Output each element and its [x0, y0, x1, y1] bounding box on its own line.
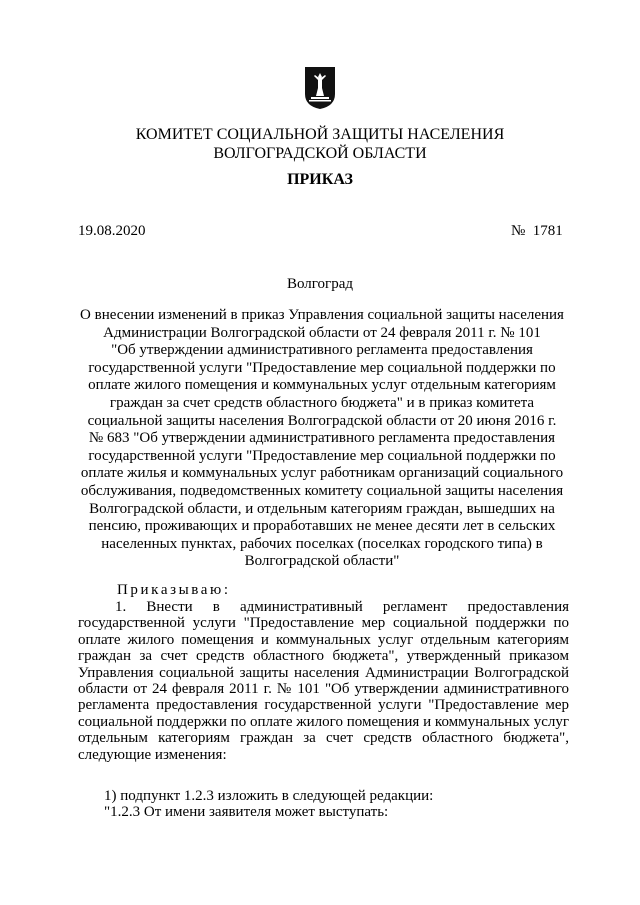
paragraph-line: следующие изменения:: [78, 746, 227, 763]
document-city: Волгоград: [286, 276, 353, 292]
title-line: № 683 "Об утверждении административного регламента предоставления: [88, 430, 556, 447]
title-line: пенсию, проживающих и проработавших не менее десяти лет в сельских: [88, 518, 556, 535]
title-line: государственной услуги "Предоставление мер социальной поддержки по: [88, 359, 556, 376]
title-line: оплате жилья и коммунальных услуг работникам организаций социального: [80, 465, 564, 482]
title-line: оплате жилого помещения и коммунальных услуг отдельным категориям: [88, 377, 556, 394]
paragraph-line: оплате жилого помещения и коммунальных услуг отдельным категориям: [78, 631, 569, 648]
paragraph-1: [78, 599, 569, 763]
paragraph-line: отдельным категориям граждан за счет средств областного бюджета",: [78, 730, 569, 747]
title-line: обслуживания, подведомственных комитету социальной защиты населения: [80, 482, 564, 499]
title-line: социальной защиты населения Волгоградской области от 20 июня 2016 г.: [87, 412, 557, 429]
paragraph-line: граждан за счет средств областного бюджета", утвержденный приказом: [78, 648, 569, 665]
paragraph-line: государственной услуги "Предоставление мер социальной поддержки по: [78, 615, 569, 632]
title-line: О внесении изменений в приказ Управления социальной защиты населения: [80, 307, 564, 323]
document-date: 19.08.2020: [78, 223, 146, 239]
organization-name-line2: ВОЛГОГРАДСКОЙ ОБЛАСТИ: [213, 145, 427, 162]
title-line: "Об утверждении административного регламента предоставления: [111, 342, 533, 359]
document-number: № 1781: [511, 223, 563, 239]
volgograd-emblem-icon: [304, 66, 336, 110]
title-line: граждан за счет средств областного бюджета" и в приказ комитета: [109, 394, 535, 411]
title-line: населенных пунктах, рабочих поселках (поселках городского типа) в: [101, 535, 543, 552]
order-word: Приказываю:: [117, 582, 231, 598]
paragraph-line: области от 24 февраля 2011 г. № 101 "Об утверждении административного: [78, 681, 569, 698]
paragraph-line: социальной поддержки по оплате жилого помещения и коммунальных услуг: [78, 713, 569, 730]
paragraph-line: регламента предоставления государственной услуги "Предоставление мер: [78, 697, 569, 714]
title-line: Волгоградской области, и отдельным категориям граждан, вышедших на: [89, 500, 555, 517]
document-title: [76, 307, 568, 571]
document-type: ПРИКАЗ: [287, 171, 353, 188]
paragraph-line: 1. Внести в административный регламент предоставления: [115, 599, 569, 615]
title-line: Волгоградской области": [244, 553, 400, 570]
title-line: государственной услуги "Предоставление мер социальной поддержки по: [88, 447, 556, 464]
title-line: Администрации Волгоградской области от 24 февраля 2011 г. № 101: [103, 324, 541, 341]
subitem-1-2-3: "1.2.3 От имени заявителя может выступать:: [104, 804, 389, 820]
subitem-1: 1) подпункт 1.2.3 изложить в следующей редакции:: [104, 788, 434, 804]
paragraph-line: Управления социальной защиты населения Администрации Волгоградской: [78, 664, 569, 681]
organization-name-line1: КОМИТЕТ СОЦИАЛЬНОЙ ЗАЩИТЫ НАСЕЛЕНИЯ: [135, 126, 505, 143]
